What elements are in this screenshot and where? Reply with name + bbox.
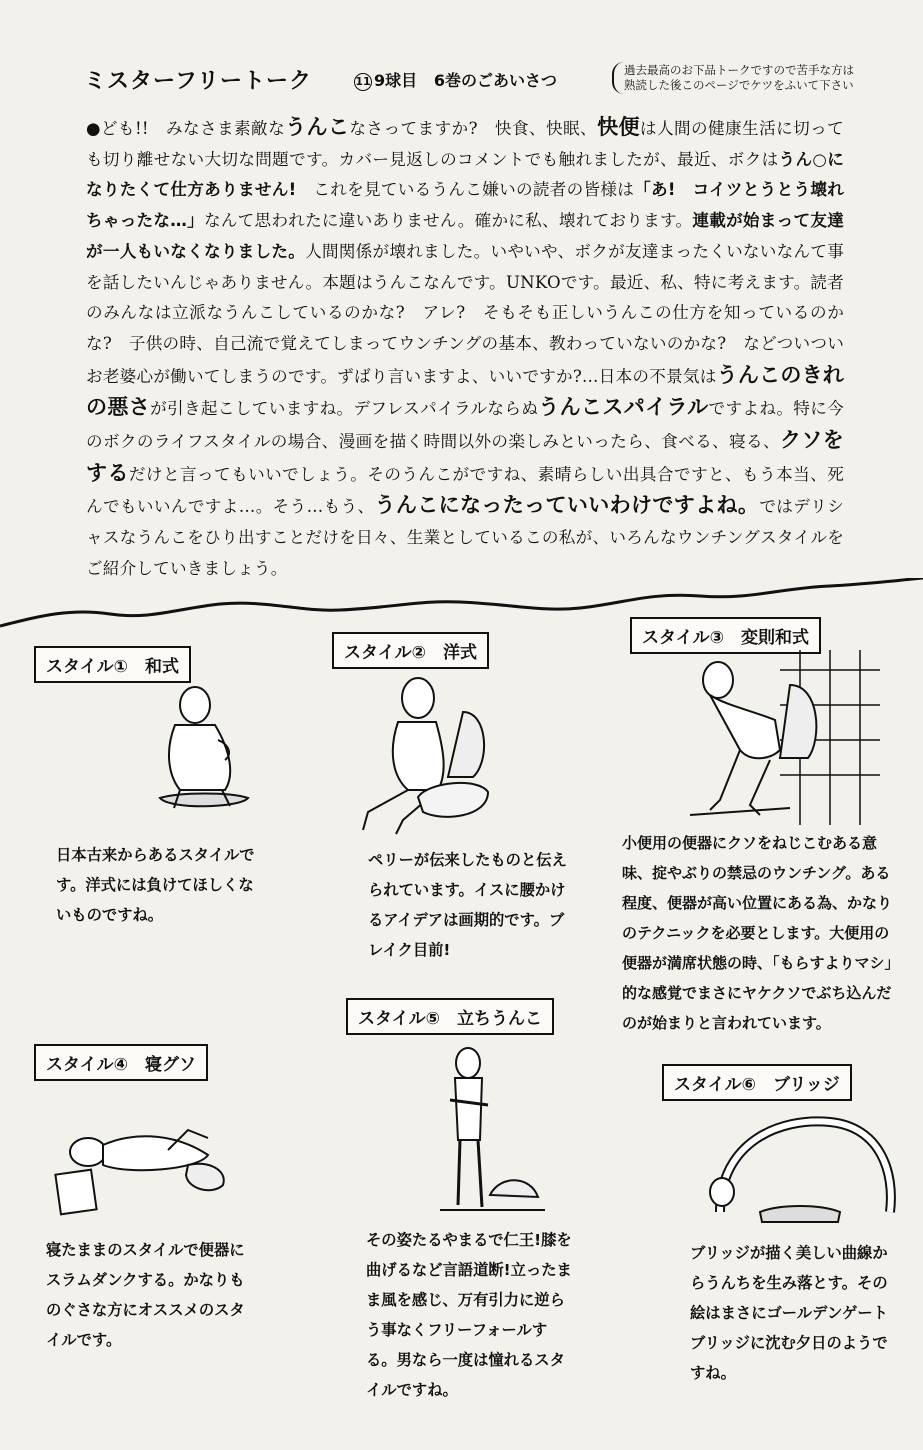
standing-figure-illustration [420, 1045, 550, 1220]
style-6-label: スタイル⑥ ブリッジ [662, 1064, 852, 1101]
intro-text: なさってますか? 快食、快眠、 [349, 119, 598, 138]
bridge-figure-illustration [700, 1112, 900, 1232]
subtitle-text: 6巻のごあいさつ [433, 71, 557, 90]
chapter-subtitle [354, 68, 557, 91]
intro-highlight: うんこスパイラル [538, 395, 709, 420]
page-header [84, 62, 854, 102]
intro-text: これを見ているうんこ嫌いの読者の皆様は [296, 180, 635, 200]
lying-figure-illustration [48, 1110, 238, 1220]
style-3-label: スタイル③ 変則和式 [630, 617, 821, 654]
intro-highlight: 連載が始まって友達が一人もいなくなりました。 [86, 211, 844, 261]
style-2-label: スタイル② 洋式 [332, 632, 489, 669]
intro-text: ですよね。特に今のボクのライフスタイルの場合、漫画を描く時間以外の楽しみといったら、食べる、寝る、 [86, 399, 844, 452]
intro-text: ではデリシャスなうんこをひり出すことだけを日々、生業としているこの私が、いろんなウンチングスタイルをご紹介していきましょう。 [86, 497, 844, 578]
intro-text: 人間関係が壊れました。いやいや、ボクが友達まったくいないなんて事を話したいんじゃありません。本題はうんこなんです。UNKOです。最近、私、特に考えます。読者のみんなは立派なうんこしているのかな? アレ? そもそも正しいうんこの仕方を知っているのかな? 子供の時、自己流で覚えてしまってウンチングの基本、教わっていないのかな? などついついお老婆心が働いてしまうのです。ずばり言いますよ、いいですか?…日本の不景気は [86, 241, 844, 386]
style-1-description: 日本古来からあるスタイルです。洋式には負けてほしくないものですね。 [56, 846, 255, 924]
intro-highlight: 快便 [597, 115, 640, 139]
urinal-figure-illustration [680, 650, 880, 830]
warning-note-line1: 過去最高のお下品トークですので苦手な方は [624, 63, 854, 77]
intro-highlight: うんこになったっていいわけですよね。 [374, 493, 760, 518]
intro-highlight: クソをする [86, 428, 844, 485]
intro-highlight: うん○になりたくて仕方ありません! [86, 149, 844, 200]
warning-note-line2: 熟読した後このページでケツをふいて下さい [624, 78, 854, 92]
intro-text: は人間の健康生活に切っても切り離せない大切な問題です。カバー見返しのコメントでも触れましたが、最近、ボクは [86, 119, 844, 169]
intro-highlight: うんこのきれの悪さ [86, 362, 845, 420]
intro-highlight: うんこ [285, 115, 350, 139]
style-2-description: ペリーが伝来したものと伝えられています。イスに腰かけるアイデアは画期的です。ブレイク目前! [368, 851, 567, 959]
style-6-description: ブリッジが描く美しい曲線からうんちを生み落とす。その絵はまさにゴールデンゲートブリッジに沈む夕日のようですね。 [690, 1244, 888, 1382]
intro-text: だけと言ってもいいでしょう。そのうんこがですね、素晴らしい出具合ですと、もう本当、死んでもいいんですよ…。そう…もう、 [86, 464, 844, 517]
style-3-description: 小便用の便器にクソをねじこむある意味、掟やぶりの禁忌のウンチング。ある程度、便器が高い位置にある為、かなりのテクニックを必要とします。大便用の便器が満席状態の時、「もらすよりマシ」的な感覚でまさにヤケクソでぶち込んだのが始まりと言われています。 [622, 834, 900, 1032]
count-label: 9球目 [374, 71, 418, 90]
style-5-label: スタイル⑤ 立ちうんこ [346, 998, 554, 1035]
squatting-figure-illustration [140, 680, 260, 820]
intro-text: ●ども!! みなさま素敵な [86, 119, 286, 138]
style-1-label: スタイル① 和式 [34, 646, 191, 683]
style-5-description: その姿たるやまるで仁王!膝を曲げるなど言語道断!立ったまま風を感じ、万有引力に逆らう事なくフリーフォールする。男なら一度は憧れるスタイルですね。 [366, 1231, 572, 1399]
western-toilet-figure-illustration [348, 672, 508, 842]
page-title: ミスターフリートーク [84, 69, 313, 94]
warning-note [612, 62, 923, 94]
style-4-description: 寝たままのスタイルで便器にスラムダンクする。かなりものぐさな方にオススメのスタイルです。 [46, 1241, 245, 1349]
intro-highlight: 「あ! コイツとうとう壊れちゃったな…」 [86, 180, 845, 231]
intro-text: なんて思われたに違いありません。確かに私、壊れております。 [203, 211, 693, 231]
baseball-icon: 11 [354, 73, 372, 91]
intro-paragraph [86, 112, 844, 585]
intro-text: が引き起こしていますね。デフレスパイラルならぬ [150, 399, 539, 419]
style-4-label: スタイル④ 寝グソ [34, 1044, 208, 1081]
